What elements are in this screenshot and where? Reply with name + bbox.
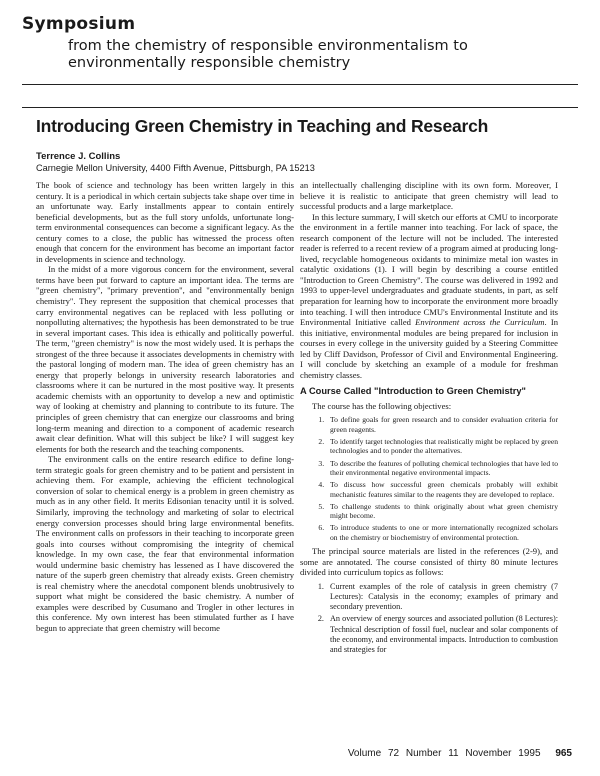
list-item: 2. An overview of energy sources and associated pollution (8 Lectures): Technical description of fossil fuel, nuclear and solar components of the economy, and environmental impacts. Introduction to combustion and strategies for bbox=[326, 614, 558, 655]
paragraph: The environment calls on the entire research edifice to define long-term strategic goals for green chemistry and to be patient and persistent in achieving them. For example, achieving the efficient technological conversion of solar to chemical energy is a problem in green chemistry as much as in any other field. It merits Edisonian tenacity until it is solved. Similarly, improving the technology and marketing of solar to electrical energy conversion processes should bring large environmental benefits. The environment calls on professors in their teaching to incorporate green goals into courses without compromising the integrity of chemical knowledge. In my own case, the fear that environmental information would undermine basic chemistry has lessened as I have discovered the nature of the superb green chemistry that already exists. Green chemistry is real chemistry where the anecdotal component blends unobtrusively to support what might be considered the basic chemistry. A number of examples were described by Cusumano and Trogler in other lectures in this conference. My own interest has been stimulated further as I have begun to appreciate that green chemistry will become bbox=[36, 454, 294, 633]
paragraph: In the midst of a more vigorous concern for the environment, several terms have been put forward to capture an important idea. The terms are "green chemistry", "primary prevention", and "environmentally benign chemistry". They represent the supposition that chemical processes that carry environmental negatives can be replaced with less polluting or nonpolluting alternatives; the hypothesis has been demonstrated to be true in several important cases. This idea is ethically and politically powerful. The term, "green chemistry" is now the most widely used. It is perhaps the strongest of the three because it associates developments in chemistry with the pastoral longing of modern man. The idea of green chemistry has an energy that properly belongs in university research laboratories and classrooms where it can be nurtured in the most positive way. It presents academic chemists with an opportunity to develop a new and optimistic way of looking at chemistry and planning to contribute to its future. The principles of green chemistry that can energize our classrooms and bring long-term meaning and direction to a component of academic research await clear definition. What will this subject be like? I will suggest key elements for both the research and the teaching components. bbox=[36, 264, 294, 454]
title-rule bbox=[22, 107, 578, 108]
list-item: 5. To challenge students to think originally about what green chemistry might become. bbox=[326, 502, 558, 521]
journal-volume: Volume 72 bbox=[347, 748, 400, 759]
header-rule bbox=[22, 84, 578, 85]
paragraph: The book of science and technology has been written largely in this century. It is a periodical in which certain subjects take shape over time in an unfortunate way. Early installments appear to contain entirely beneficial developments, but as the full story unfolds, unfortunate long-term environmental consequences can become a significant legacy. As the century comes to a close, the public has witnessed the process often enough that concern for the environment has become an important factor in developments in science and technology. bbox=[36, 180, 294, 264]
journal-date: November 1995 bbox=[465, 748, 541, 759]
paragraph: The course has the following objectives: bbox=[312, 400, 452, 411]
right-column bbox=[300, 180, 558, 657]
topics-list bbox=[300, 582, 558, 655]
paragraph: In this lecture summary, I will sketch our efforts at CMU to incorporate the environment in a fertile manner into teaching. For lack of space, the research component of the lecture will not be included. The interested reader is referred to a recent review of a program aimed at producing long-lived, recyclable homogeneous oxidants to minimize metal ion wastes in catalytic oxidations (1). I will begin by describing a course entitled "Introduction to Green Chemistry". The course was delivered in 1992 and 1993 to upper-level undergraduates and graduate students, in part, as self preparation for learning how to incorporate the environment more broadly into teaching. I will then introduce CMU's Environmental Institute and its Environmental Initiative called Environment across the Curriculum. In this initiative, environmental modules are being prepared for inclusion in courses in every college in the university guided by a Steering Committee led by Cliff Davidson, Professor of Civil and Environmental Engineering. I will conclude by sketching an example of a module for freshman chemistry classes. bbox=[300, 211, 558, 380]
list-item: 2. To identify target technologies that realistically might be replaced by green technologies and to ponder the alternatives. bbox=[326, 437, 558, 456]
section-subtitle: from the chemistry of responsible environmentalism to environmentally responsible chemistry bbox=[68, 38, 468, 71]
section-title: Symposium bbox=[22, 14, 136, 34]
list-item: 4. To discuss how successful green chemicals probably will exhibit mechanistic features similar to the reagents they are developed to replace. bbox=[326, 480, 558, 499]
left-column bbox=[36, 180, 294, 634]
symposium-header bbox=[22, 14, 528, 72]
initiative-title: Environment across the Curriculum bbox=[415, 317, 545, 328]
paragraph: The principal source materials are listed in the references (2-9), and some are annotated. The course consisted of thirty 80 minute lectures divided into curriculum topics as follows: bbox=[300, 546, 558, 578]
objectives-list bbox=[300, 415, 558, 542]
section-heading: A Course Called "Introduction to Green Chemistry" bbox=[300, 386, 526, 397]
journal-number: Number 11 bbox=[405, 748, 459, 759]
list-item: 3. To describe the features of polluting chemical technologies that have led to their environmental negative environmental impacts. bbox=[326, 459, 558, 478]
list-item: 1. To define goals for green research and to consider evaluation criteria for green reagents. bbox=[326, 415, 558, 434]
author-affiliation: Carnegie Mellon University, 4400 Fifth Avenue, Pittsburgh, PA 15213 bbox=[36, 163, 315, 173]
page-number: 965 bbox=[555, 748, 572, 759]
list-item: 6. To introduce students to one or more internationally recognized scholars on the chemistry or biochemistry of environmental protection. bbox=[326, 523, 558, 542]
author-name: Terrence J. Collins bbox=[36, 151, 121, 162]
article-title: Introducing Green Chemistry in Teaching and Research bbox=[36, 116, 489, 136]
page-footer bbox=[348, 748, 572, 759]
list-item: 1. Current examples of the role of catalysis in green chemistry (7 Lectures): Catalysis in the economy; examples of primary and secondary prevention. bbox=[326, 582, 558, 613]
paragraph: an intellectually challenging discipline with its own form. Moreover, I believe it is realistic to anticipate that green chemistry will lead to successful products and a large marketplace. bbox=[300, 180, 558, 212]
